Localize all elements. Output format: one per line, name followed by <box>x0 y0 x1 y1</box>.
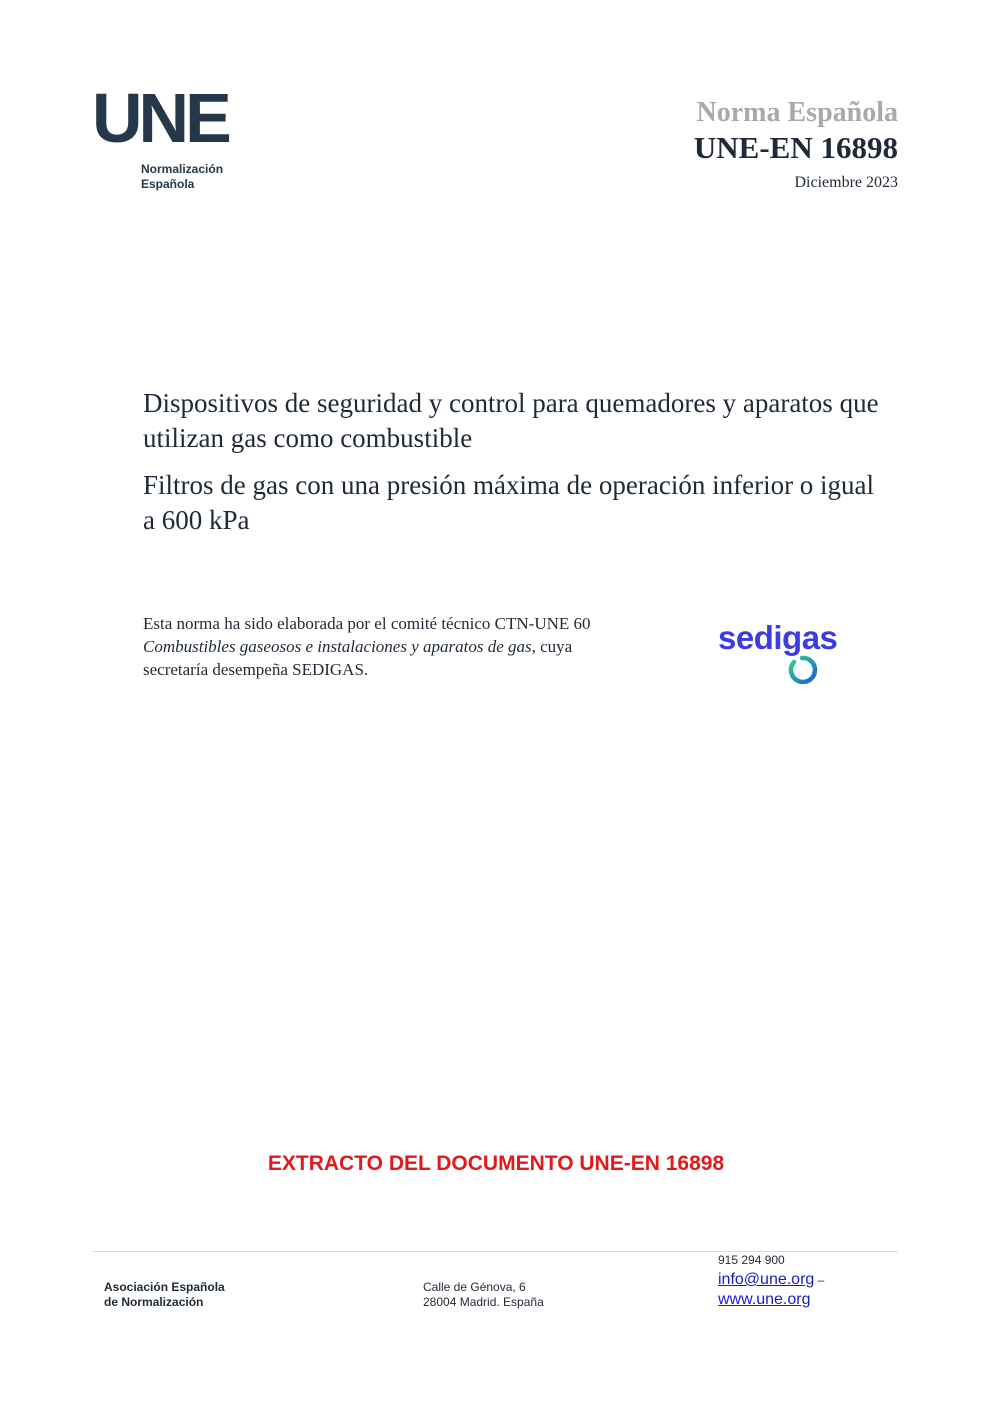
sedigas-ring-icon <box>718 618 868 684</box>
committee-name: Combustibles gaseosos e instalaciones y aparatos de gas <box>143 637 532 656</box>
footer-links <box>718 1270 824 1310</box>
une-logo <box>92 79 232 198</box>
sedigas-logo <box>718 618 868 684</box>
standard-date: Diciembre 2023 <box>794 174 898 191</box>
footer-addr-line1: Calle de Génova, 6 <box>423 1280 526 1294</box>
footer-addr-line2: 28004 Madrid. España <box>423 1295 544 1309</box>
footer-address <box>423 1280 544 1310</box>
une-logo-subtitle <box>141 162 223 192</box>
sedigas-logo-word: sedigas <box>718 619 838 656</box>
committee-suffix: , cuya secretaría desempeña SEDIGAS. <box>143 637 573 679</box>
standard-label: Norma Española <box>696 97 898 128</box>
une-logo-subtitle-line1: Normalización <box>141 162 224 176</box>
footer-web-link[interactable]: www.une.org <box>718 1291 811 1308</box>
footer-divider <box>93 1251 898 1252</box>
footer-org-line1: Asociación Española <box>104 1280 225 1294</box>
footer-org-line2: de Normalización <box>104 1295 204 1309</box>
footer-phone: 915 294 900 <box>718 1253 785 1267</box>
footer-email-link[interactable]: info@une.org <box>718 1271 815 1288</box>
footer-separator: – <box>814 1273 825 1287</box>
title-main: Dispositivos de seguridad y control para quemadores y aparatos que utilizan gas como combustible <box>143 388 879 453</box>
committee-statement <box>143 612 633 681</box>
title-subtitle: Filtros de gas con una presión máxima de operación inferior o igual a 600 kPa <box>143 470 875 535</box>
une-logo-subtitle-line2: Española <box>141 177 195 191</box>
standard-code: UNE-EN 16898 <box>693 130 898 165</box>
extract-notice: EXTRACTO DEL DOCUMENTO UNE-EN 16898 <box>267 1152 725 1175</box>
standard-header <box>694 96 898 192</box>
committee-prefix: Esta norma ha sido elaborada por el comité técnico CTN-UNE 60 <box>143 614 591 633</box>
une-logo-mark: UNE <box>92 79 228 157</box>
document-title <box>143 386 883 538</box>
footer-organization <box>104 1280 225 1310</box>
